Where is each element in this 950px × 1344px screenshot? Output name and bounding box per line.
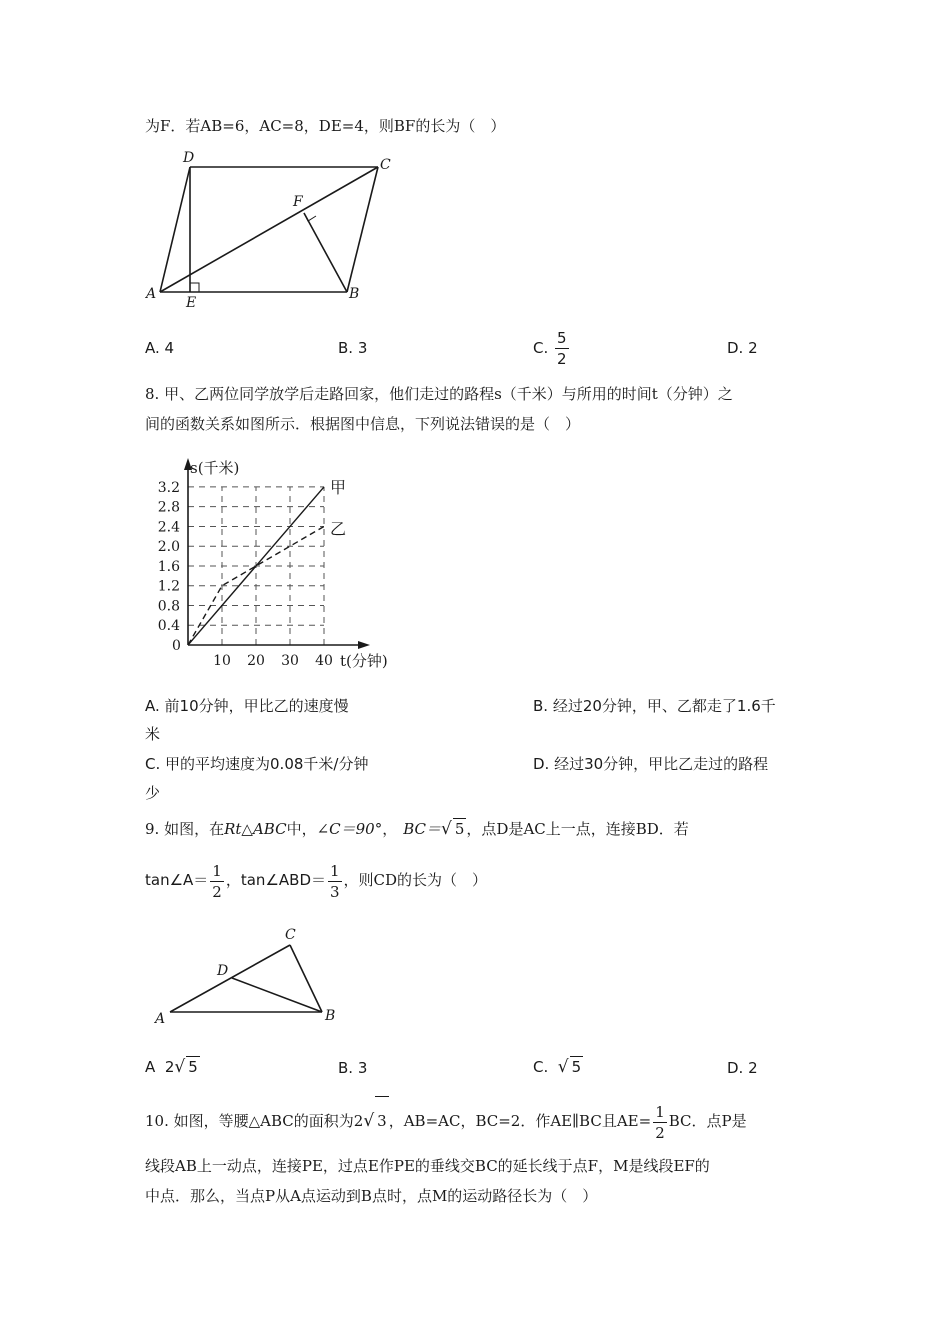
q9-option-a-coefficient: 2 — [164, 1058, 175, 1076]
sqrt-sign: √ — [441, 819, 452, 839]
q9-option-c-prefix: C. — [533, 1058, 549, 1076]
x-tick-label: 20 — [247, 653, 265, 669]
q8-option-d[interactable]: D. 经过30分钟，甲比乙走过的路程 — [533, 755, 769, 773]
label-f: F — [293, 194, 303, 210]
q7-option-c[interactable] — [533, 322, 571, 374]
y-tick-label: 3.2 — [157, 479, 180, 496]
q7-option-c-prefix: C. — [533, 339, 549, 357]
q10-text-line-3: 中点．那么，当点P从A点运动到B点时，点M的运动路径长为（ ） — [145, 1187, 598, 1205]
q9-option-a[interactable] — [145, 1056, 200, 1077]
q9-after-bc: ，点D是AC上一点，连接BD．若 — [466, 820, 689, 838]
q7-option-b[interactable]: B. 3 — [338, 339, 368, 357]
q9-sqrt-five: 5 — [454, 820, 465, 838]
q9-option-c-radicand: 5 — [571, 1058, 582, 1076]
right-angle-f — [304, 213, 316, 221]
series-label-jia: 甲 — [330, 477, 347, 497]
x-tick-label: 30 — [281, 653, 299, 669]
edge-ad — [160, 167, 190, 292]
q8-distance-time-chart — [140, 452, 410, 677]
label-a: A — [155, 1011, 166, 1027]
segment-bf — [304, 213, 347, 292]
q10-sqrt-three: 3 — [375, 1096, 389, 1145]
q10-part-a: 10. 如图，等腰△ABC的面积为2 — [145, 1112, 364, 1130]
series-label-yi: 乙 — [330, 519, 347, 539]
q9-prefix: 9. 如图，在 — [145, 820, 225, 838]
q9-tail: ，则CD的长为（ ） — [343, 871, 488, 889]
y-tick-label: 0.8 — [157, 598, 180, 615]
q8-text-line-1: 8. 甲、乙两位同学放学后走路回家，他们走过的路程s（千米）与所用的时间t（分钟）之 — [145, 385, 733, 403]
q9-bc-equals: BC＝ — [403, 820, 442, 838]
q7-option-d[interactable]: D. 2 — [727, 339, 758, 357]
x-tick-label: 40 — [315, 653, 333, 669]
q9-tan-abd: tan∠ABD＝ — [240, 871, 326, 889]
q8-option-d-continued: 少 — [145, 784, 161, 802]
fraction-numerator: 5 — [557, 329, 567, 347]
label-d: D — [217, 963, 229, 979]
q10-part-b: ，AB=AC，BC=2．作AE∥BC且AE= — [388, 1112, 652, 1130]
q9-angle-c: ∠C＝90° — [316, 820, 383, 838]
fraction-numerator: 1 — [655, 1102, 665, 1121]
q10-text-line-1 — [145, 1096, 747, 1145]
segment-ac — [170, 945, 290, 1012]
q8-option-b[interactable]: B. 经过20分钟，甲、乙都走了1.6千 — [533, 697, 776, 715]
x-axis-label: t(分钟) — [340, 652, 388, 670]
sqrt-sign: √ — [363, 1111, 375, 1131]
q9-option-a-radicand: 5 — [188, 1058, 198, 1076]
q7-option-c-fraction — [555, 328, 569, 369]
q9-rt: Rt — [224, 820, 242, 838]
label-c: C — [285, 927, 296, 943]
q9-text-line-2 — [145, 856, 487, 904]
label-d: D — [183, 150, 195, 166]
y-tick-label: 0.4 — [157, 618, 180, 635]
q9-fraction-half — [210, 861, 224, 902]
q9-option-a-prefix: A — [145, 1058, 156, 1076]
edge-bc — [347, 167, 378, 292]
q8-option-b-continued: 米 — [145, 725, 161, 743]
q8-option-a[interactable]: A. 前10分钟，甲比乙的速度慢 — [145, 697, 349, 715]
q7-option-a[interactable]: A. 4 — [145, 339, 175, 357]
x-axis-arrow-icon — [358, 641, 370, 649]
q10-text-line-2: 线段AB上一动点，连接PE，过点E作PE的垂线交BC的延长线于点F，M是线段EF的 — [145, 1157, 710, 1175]
q9-comma: ， — [225, 871, 241, 889]
label-a: A — [146, 286, 157, 302]
y-tick-label: 2.8 — [157, 499, 180, 516]
q7-parallelogram-figure — [140, 145, 400, 315]
diagonal-ac — [160, 167, 378, 292]
x-tick-label: 10 — [213, 653, 231, 669]
q8-text-line-2: 间的函数关系如图所示．根据图中信息，下列说法错误的是（ ） — [145, 415, 581, 433]
q7-text-line: 为F．若AB=6，AC=8，DE=4，则BF的长为（ ） — [145, 117, 506, 135]
q9-mid: 中， — [286, 820, 317, 838]
label-c: C — [380, 157, 391, 173]
q8-option-c[interactable]: C. 甲的平均速度为0.08千米/分钟 — [145, 755, 369, 773]
fraction-numerator: 1 — [212, 861, 222, 880]
label-e: E — [186, 295, 197, 311]
y-tick-label: 1.6 — [157, 558, 180, 575]
q9-triangle-abc: △ABC — [241, 820, 287, 838]
fraction-denominator: 3 — [330, 882, 340, 901]
q9-option-b[interactable]: B. 3 — [338, 1059, 368, 1077]
q9-option-c[interactable] — [533, 1056, 583, 1077]
y-tick-label: 2.0 — [157, 539, 180, 556]
fraction-denominator: 2 — [655, 1123, 665, 1142]
sqrt-sign: √ — [557, 1057, 569, 1077]
q9-fraction-third — [328, 861, 342, 902]
q9-triangle-figure — [150, 925, 350, 1030]
fraction-denominator: 2 — [557, 350, 567, 368]
y-axis-label: s(千米) — [190, 459, 240, 477]
q10-part-c: BC．点P是 — [668, 1112, 747, 1130]
q9-tan-a: tan∠A＝ — [145, 871, 209, 889]
origin-label: 0 — [172, 638, 181, 654]
sqrt-sign: √ — [174, 1057, 186, 1077]
label-b: B — [349, 286, 360, 302]
q9-text-line-1: 9. 如图，在Rt△ABC中，∠C＝90°， BC＝√ 5 ，点D是AC上一点，连接BD．若 — [145, 819, 689, 839]
label-b: B — [325, 1008, 336, 1024]
q10-fraction-half — [653, 1102, 667, 1143]
fraction-numerator: 1 — [330, 861, 340, 880]
right-angle-e — [190, 283, 199, 292]
q9-option-d[interactable]: D. 2 — [727, 1059, 758, 1077]
fraction-denominator: 2 — [212, 882, 222, 901]
y-tick-label: 2.4 — [157, 519, 180, 536]
y-tick-label: 1.2 — [157, 578, 180, 595]
